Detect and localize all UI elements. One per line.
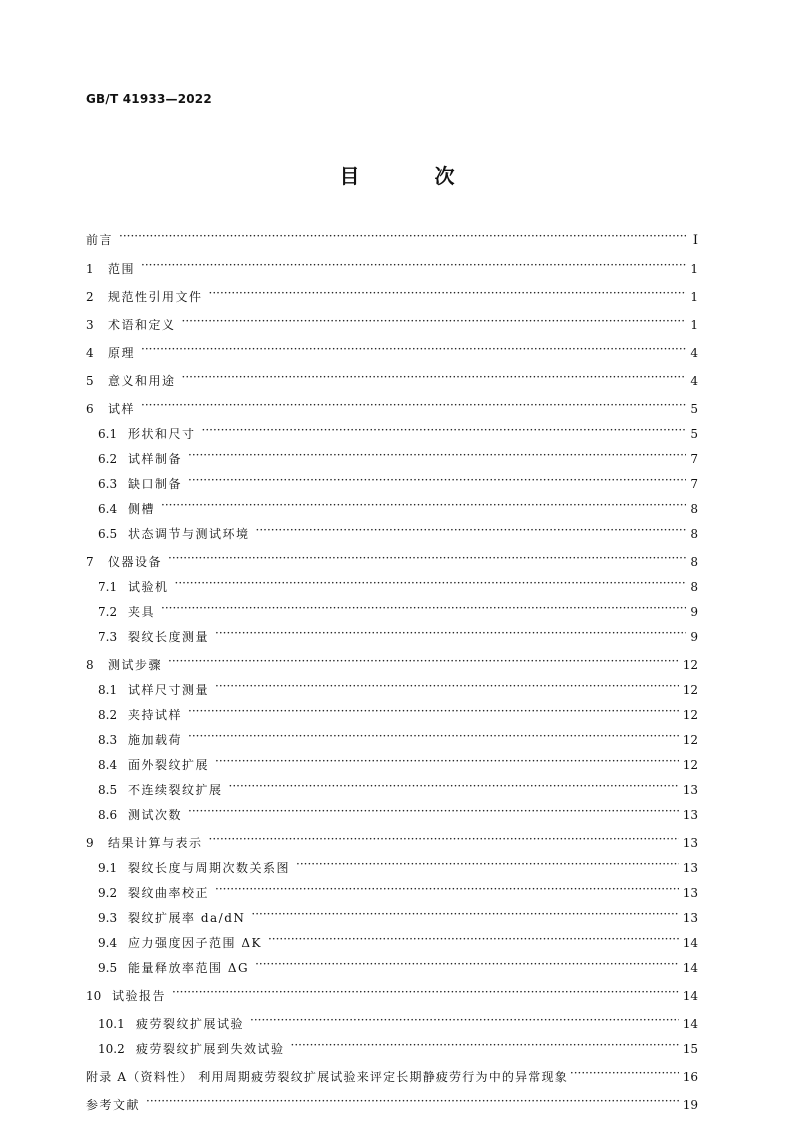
toc-leader (141, 397, 686, 413)
toc-entry-page: 8 (690, 502, 698, 516)
toc-entry-label: 原理 (108, 346, 136, 360)
toc-entry-number: 6.2 (98, 452, 118, 466)
toc-entry[interactable] (86, 257, 698, 277)
toc-entry-number: 9 (86, 836, 94, 850)
toc-entry-page: 12 (682, 708, 698, 722)
toc-leader (182, 313, 686, 329)
toc-entry-number: 6.4 (98, 502, 118, 516)
toc-entry-page: 4 (690, 346, 698, 360)
toc-entry-label: 面外裂纹扩展 (128, 758, 210, 772)
toc-entry-number: 10 (86, 989, 102, 1003)
toc-entry[interactable] (86, 341, 698, 361)
toc-subentry[interactable] (86, 778, 698, 798)
toc-entry[interactable] (86, 550, 698, 570)
toc-entry-number: 8.6 (98, 808, 118, 822)
toc-leader (188, 447, 686, 463)
toc-entry-number: 9.4 (98, 936, 118, 950)
toc-subentry[interactable] (86, 625, 698, 645)
toc-entry-label: 试验机 (128, 580, 169, 594)
toc-leader (296, 856, 679, 872)
toc-subentry[interactable] (86, 522, 698, 542)
toc-subentry[interactable] (86, 472, 698, 492)
toc-entry-page: 1 (690, 290, 698, 304)
toc-entry-number: 8.1 (98, 683, 118, 697)
toc-leader (251, 906, 678, 922)
toc-leader (215, 678, 679, 694)
toc-entry-number: 4 (86, 346, 94, 360)
toc-subentry[interactable] (86, 678, 698, 698)
table-of-contents (86, 228, 698, 1113)
toc-entry-number: 7.3 (98, 630, 118, 644)
toc-entry-label: 试样 (108, 402, 136, 416)
toc-entry-label: 侧槽 (128, 502, 156, 516)
toc-entry-page: 7 (690, 477, 698, 491)
toc-entry-label: 仪器设备 (108, 555, 163, 569)
toc-entry-number: 9.2 (98, 886, 118, 900)
toc-entry-page: I (692, 233, 698, 248)
toc-entry-label: 术语和定义 (108, 318, 176, 332)
toc-entry-number: 8.4 (98, 758, 118, 772)
toc-entry-label: 试样尺寸测量 (128, 683, 210, 697)
toc-leader (215, 625, 686, 641)
toc-entry-label: 能量释放率范围 ΔG (128, 961, 250, 975)
toc-entry-label: 疲劳裂纹扩展试验 (136, 1017, 245, 1031)
toc-entry-page: 12 (682, 658, 698, 672)
toc-leader (188, 703, 679, 719)
toc-entry-label: 意义和用途 (108, 374, 176, 388)
toc-entry-page: 14 (682, 989, 698, 1003)
toc-subentry[interactable] (86, 1037, 698, 1057)
toc-entry-label: 裂纹曲率校正 (128, 886, 210, 900)
toc-leader (215, 881, 679, 897)
toc-subentry[interactable] (86, 906, 698, 926)
toc-entry-page: 8 (690, 527, 698, 541)
toc-leader (188, 803, 679, 819)
toc-entry-label: 附录 A（资料性） 利用周期疲劳裂纹扩展试验来评定长期静疲劳行为中的异常现象 (86, 1070, 568, 1084)
toc-entry-page: 12 (682, 733, 698, 747)
toc-entry-label: 夹具 (128, 605, 156, 619)
toc-leader (168, 550, 686, 566)
toc-subentry[interactable] (86, 931, 698, 951)
toc-subentry[interactable] (86, 422, 698, 442)
toc-leader (175, 575, 686, 591)
toc-entry-label: 形状和尺寸 (128, 427, 196, 441)
toc-entry-foreword[interactable] (86, 228, 698, 249)
toc-entry-page: 16 (682, 1070, 698, 1084)
toc-entry-references[interactable] (86, 1093, 698, 1113)
toc-entry-label: 疲劳裂纹扩展到失效试验 (136, 1042, 285, 1056)
toc-entry-label: 测试次数 (128, 808, 183, 822)
toc-entry-page: 14 (682, 1017, 698, 1031)
toc-leader (141, 341, 686, 357)
toc-leader (141, 257, 686, 273)
toc-entry-page: 8 (690, 580, 698, 594)
toc-entry-annex-a[interactable] (86, 1065, 698, 1085)
toc-entry-page: 13 (682, 836, 698, 850)
toc-entry-number: 1 (86, 262, 94, 276)
toc-entry-page: 8 (690, 555, 698, 569)
toc-entry-page: 13 (682, 886, 698, 900)
toc-entry-page: 1 (690, 318, 698, 332)
toc-entry-page: 12 (682, 683, 698, 697)
toc-subentry[interactable] (86, 956, 698, 976)
toc-entry-page: 14 (682, 961, 698, 975)
toc-subentry[interactable] (86, 1012, 698, 1032)
toc-leader (256, 522, 686, 538)
toc-entry[interactable] (86, 369, 698, 389)
toc-entry-number: 10.2 (98, 1042, 125, 1056)
toc-entry-number: 9.1 (98, 861, 118, 875)
toc-entry-label: 不连续裂纹扩展 (128, 783, 223, 797)
toc-entry-page: 5 (690, 427, 698, 441)
toc-entry-page: 14 (682, 936, 698, 950)
toc-entry-page: 7 (690, 452, 698, 466)
toc-entry-number: 7 (86, 555, 94, 569)
toc-leader (188, 728, 679, 744)
toc-entry-number: 2 (86, 290, 94, 304)
toc-entry-label: 应力强度因子范围 ΔK (128, 936, 262, 950)
toc-entry-label: 状态调节与测试环境 (128, 527, 250, 541)
toc-entry-page: 13 (682, 861, 698, 875)
toc-leader (182, 369, 686, 385)
toc-entry-page: 13 (682, 911, 698, 925)
toc-entry-label: 裂纹长度测量 (128, 630, 210, 644)
toc-entry-label: 施加载荷 (128, 733, 183, 747)
toc-leader (168, 653, 679, 669)
toc-entry-number: 8.3 (98, 733, 118, 747)
toc-entry-number: 9.3 (98, 911, 118, 925)
toc-entry-label: 测试步骤 (108, 658, 163, 672)
toc-leader (209, 285, 686, 301)
toc-entry-number: 8.2 (98, 708, 118, 722)
toc-entry-number: 6.3 (98, 477, 118, 491)
toc-subentry[interactable] (86, 497, 698, 517)
toc-subentry[interactable] (86, 703, 698, 723)
toc-subentry[interactable] (86, 600, 698, 620)
toc-entry-label: 裂纹长度与周期次数关系图 (128, 861, 291, 875)
toc-entry-label: 规范性引用文件 (108, 290, 203, 304)
toc-leader (570, 1065, 679, 1081)
toc-entry-page: 19 (682, 1098, 698, 1112)
toc-entry-page: 4 (690, 374, 698, 388)
toc-entry[interactable] (86, 831, 698, 851)
toc-leader (229, 778, 679, 794)
toc-entry-number: 6.1 (98, 427, 118, 441)
toc-subentry[interactable] (86, 575, 698, 595)
toc-entry[interactable] (86, 397, 698, 417)
toc-entry[interactable] (86, 313, 698, 333)
toc-subentry[interactable] (86, 753, 698, 773)
toc-entry[interactable] (86, 285, 698, 305)
toc-subentry[interactable] (86, 728, 698, 748)
toc-entry-page: 13 (682, 808, 698, 822)
toc-leader (119, 228, 686, 244)
toc-entry-label: 范围 (108, 262, 136, 276)
toc-entry[interactable] (86, 653, 698, 673)
toc-leader (209, 831, 679, 847)
toc-entry-page: 15 (682, 1042, 698, 1056)
toc-leader (215, 753, 679, 769)
toc-entry-label: 裂纹扩展率 da/dN (128, 911, 246, 925)
standard-code: GB/T 41933—2022 (86, 92, 212, 106)
toc-entry-number: 8.5 (98, 783, 118, 797)
toc-leader (291, 1037, 679, 1053)
toc-leader (172, 984, 679, 1000)
toc-entry-number: 6 (86, 402, 94, 416)
toc-entry-number: 7.1 (98, 580, 118, 594)
toc-entry-label: 试验报告 (112, 989, 167, 1003)
toc-leader (188, 472, 686, 488)
toc-leader (255, 956, 679, 972)
toc-leader (161, 497, 686, 513)
toc-subentry[interactable] (86, 803, 698, 823)
toc-entry-label: 参考文献 (86, 1098, 141, 1112)
toc-entry-label: 试样制备 (128, 452, 183, 466)
toc-entry-page: 13 (682, 783, 698, 797)
toc-entry-number: 8 (86, 658, 94, 672)
toc-entry-page: 5 (690, 402, 698, 416)
toc-entry-number: 6.5 (98, 527, 118, 541)
toc-leader (268, 931, 679, 947)
toc-entry-label: 缺口制备 (128, 477, 183, 491)
toc-entry-number: 9.5 (98, 961, 118, 975)
toc-entry-label: 夹持试样 (128, 708, 183, 722)
toc-leader (161, 600, 686, 616)
toc-leader (202, 422, 686, 438)
toc-entry-page: 1 (690, 262, 698, 276)
toc-entry-number: 3 (86, 318, 94, 332)
toc-subentry[interactable] (86, 881, 698, 901)
toc-leader (250, 1012, 679, 1028)
toc-leader (146, 1093, 679, 1109)
toc-entry-page: 9 (690, 605, 698, 619)
toc-title: 目 次 (339, 164, 489, 188)
toc-entry-number: 7.2 (98, 605, 118, 619)
toc-entry-label: 结果计算与表示 (108, 836, 203, 850)
toc-entry-number: 5 (86, 374, 94, 388)
toc-subentry[interactable] (86, 856, 698, 876)
toc-entry-page: 9 (690, 630, 698, 644)
toc-entry-page: 12 (682, 758, 698, 772)
toc-subentry[interactable] (86, 447, 698, 467)
toc-entry-label: 前言 (86, 233, 114, 247)
toc-entry[interactable] (86, 984, 698, 1004)
toc-entry-number: 10.1 (98, 1017, 125, 1031)
